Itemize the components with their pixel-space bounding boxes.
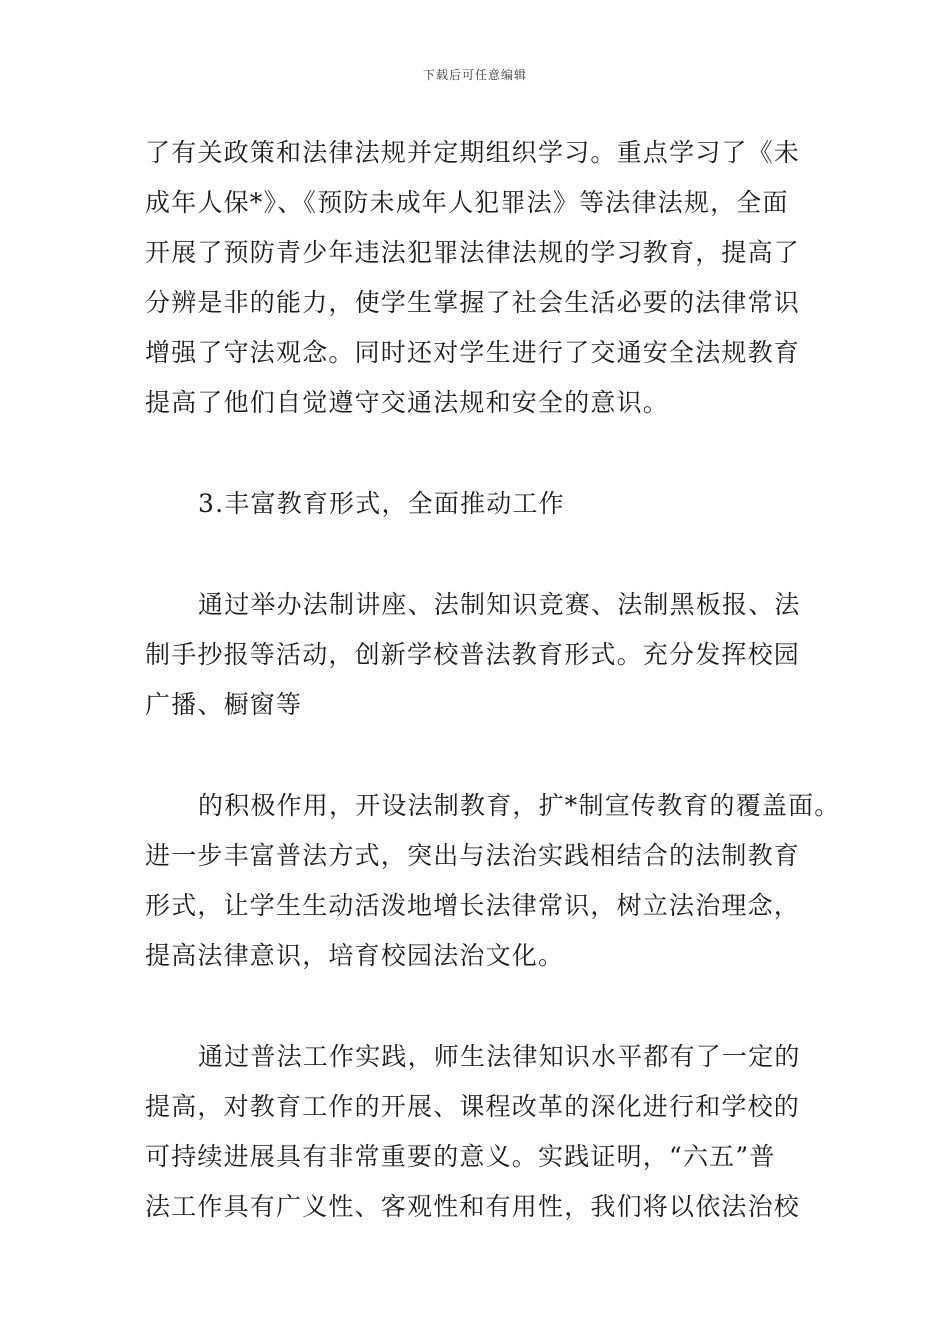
paragraph-5 [145,1032,815,1232]
text-line: 法工作具有广义性、客观性和有用性，我们将以依法治校 [145,1192,801,1221]
text-line: 分辨是非的能力，使学生掌握了社会生活必要的法律常识 [145,288,801,317]
paragraph-spacer [145,428,815,479]
document-body [145,128,841,1232]
text-line: 提高了他们自觉遵守交通法规和安全的意识。 [145,388,670,417]
text-line: 成年人保*》、《预防未成年人犯罪法》等法律法规，全面 [145,188,789,217]
page-header: 下载后可任意编辑 [422,68,527,82]
text-line: 制手抄报等活动，创新学校普法教育形式。充分发挥校园 [145,640,801,669]
paragraph-3 [145,580,815,730]
text-line: 可持续进展具有非常重要的意义。实践证明，“六五”普 [145,1142,776,1171]
heading-line: 3.丰富教育形式，全面推动工作 [198,489,565,518]
section-heading [145,479,815,529]
text-line: 了有关政策和法律法规并定期组织学习。重点学习了《未 [145,138,801,167]
text-line: 增强了守法观念。同时还对学生进行了交通安全法规教育 [145,338,801,367]
text-line: 通过举办法制讲座、法制知识竞赛、法制黑板报、法 [198,590,801,619]
paragraph-1 [145,128,815,428]
paragraph-spacer [145,981,815,1032]
text-line: 进一步丰富普法方式，突出与法治实践相结合的法制教育 [145,841,801,870]
paragraph-spacer [145,529,815,580]
text-line: 开展了预防青少年违法犯罪法律法规的学习教育，提高了 [145,238,801,267]
text-line: 提高法律意识，培育校园法治文化。 [145,941,565,970]
text-line: 提高，对教育工作的开展、课程改革的深化进行和学校的 [145,1092,801,1121]
text-line: 通过普法工作实践，师生法律知识水平都有了一定的 [198,1042,801,1071]
text-line: 的积极作用，开设法制教育，扩*制宣传教育的覆盖面。 [198,791,841,820]
text-line: 形式，让学生生动活泼地增长法律常识，树立法治理念， [145,891,801,920]
paragraph-4 [145,781,841,981]
text-line: 广播、橱窗等 [145,690,303,719]
paragraph-spacer [145,730,815,781]
